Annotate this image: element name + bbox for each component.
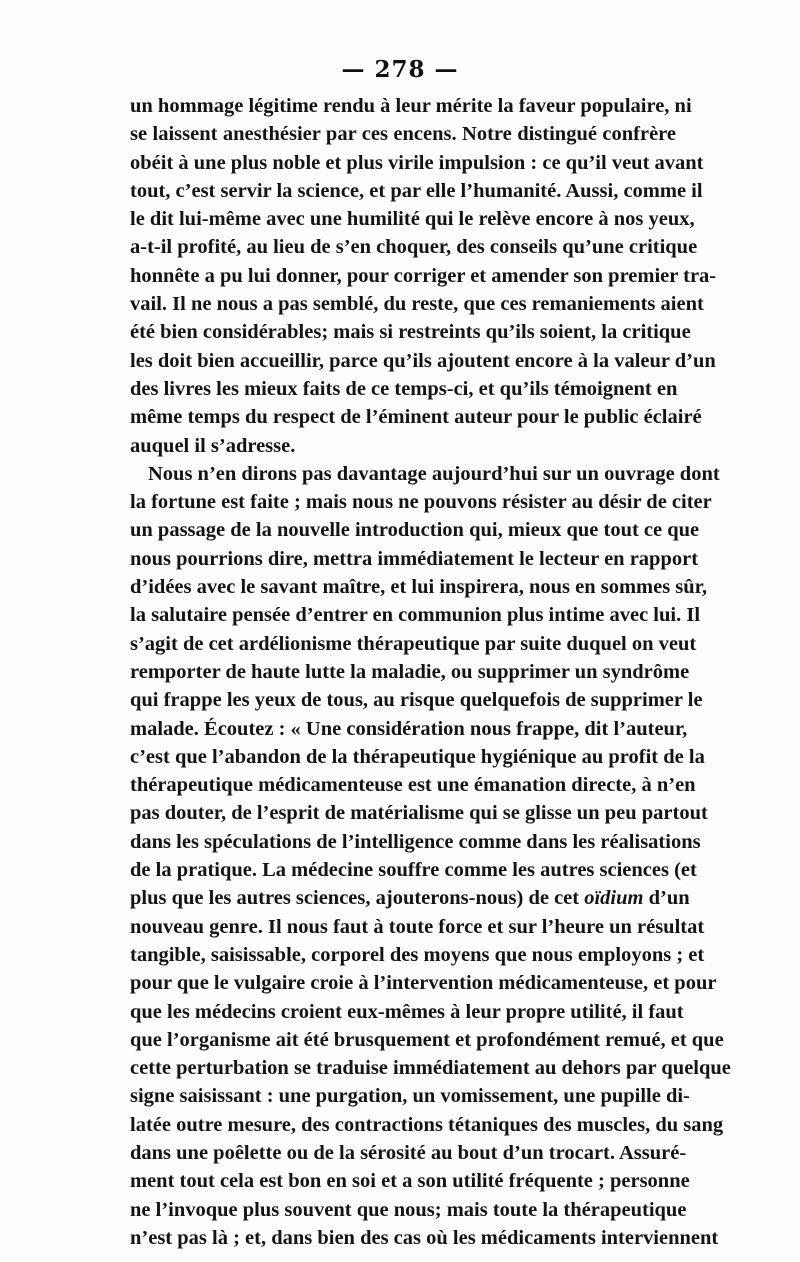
text-line: un hommage légitime rendu à leur mérite la faveur populaire, ni bbox=[130, 95, 692, 117]
text-line: cette perturbation se traduise immédiatement au dehors par quelque bbox=[130, 1057, 731, 1080]
paragraph bbox=[130, 92, 717, 460]
text-line: ment tout cela est bon en soi et a son utilité fréquente ; personne bbox=[130, 1170, 690, 1193]
text-line: Nous n’en dirons pas davantage aujourd’hui sur un ouvrage dont bbox=[148, 462, 720, 485]
text-line: ne l’invoque plus souvent que nous; mais toute la thérapeutique bbox=[130, 1198, 687, 1221]
text-line: honnête a pu lui donner, pour corriger et amender son premier tra- bbox=[130, 264, 717, 287]
text-line: la fortune est faite ; mais nous ne pouvons résister au désir de citer bbox=[130, 491, 712, 514]
text-line: dans les spéculations de l’intelligence comme dans les réalisations bbox=[130, 830, 701, 853]
text-line: vail. Il ne nous a pas semblé, du reste, que ces remaniements aient bbox=[130, 293, 704, 316]
text-line: un passage de la nouvelle introduction qui, mieux que tout ce que bbox=[130, 519, 700, 542]
text-line: latée outre mesure, des contractions tétaniques des muscles, du sang bbox=[130, 1113, 724, 1136]
text-line: d’idées avec le savant maître, et lui inspirera, nous en sommes sûr, bbox=[130, 576, 708, 599]
text-line: des livres les mieux faits de ce temps-ci, et qu’ils témoignent en bbox=[130, 377, 678, 400]
text-line: pas douter, de l’esprit de matérialisme qui se glisse un peu partout bbox=[130, 802, 708, 825]
text-line: que les médecins croient eux-mêmes à leur propre utilité, il faut bbox=[130, 1000, 684, 1023]
text-line: se laissent anesthésier par ces encens. Notre distingué confrère bbox=[130, 123, 676, 146]
text-line: n’est pas là ; et, dans bien des cas où les médicaments interviennent bbox=[130, 1226, 719, 1249]
text-line: été bien considérables; mais si restreints qu’ils soient, la critique bbox=[130, 321, 691, 344]
page-number: — 278 — bbox=[341, 56, 459, 83]
text-line: signe saisissant : une purgation, un vomissement, une pupille di- bbox=[130, 1085, 690, 1108]
text-line: plus que les autres sciences, ajouterons-nous) de cet oïdium d’un bbox=[130, 887, 690, 910]
text-line: c’est que l’abandon de la thérapeutique hygiénique au profit de la bbox=[130, 745, 705, 768]
text-line: a-t-il profité, au lieu de s’en choquer, des conseils qu’une critique bbox=[130, 236, 698, 259]
text-line: auquel il s’adresse. bbox=[130, 434, 296, 457]
body-text bbox=[130, 92, 731, 1252]
paragraph bbox=[130, 460, 731, 1252]
text-line: nouveau genre. Il nous faut à toute force et sur l’heure un résultat bbox=[130, 915, 705, 938]
text-line: thérapeutique médicamenteuse est une émanation directe, à n’en bbox=[130, 774, 696, 797]
italic-term: oïdium bbox=[584, 887, 644, 910]
text-line: remporter de haute lutte la maladie, ou supprimer un syndrôme bbox=[130, 660, 690, 683]
text-line: s’agit de cet ardélionisme thérapeutique par suite duquel on veut bbox=[130, 632, 697, 655]
text-line: pour que le vulgaire croie à l’intervention médicamenteuse, et pour bbox=[130, 972, 717, 995]
text-line: qui frappe les yeux de tous, au risque quelquefois de supprimer le bbox=[130, 689, 703, 712]
text-line: obéit à une plus noble et plus virile impulsion : ce qu’il veut avant bbox=[130, 151, 704, 174]
text-line: que l’organisme ait été brusquement et profondément remué, et que bbox=[130, 1028, 724, 1051]
text-line: tout, c’est servir la science, et par elle l’humanité. Aussi, comme il bbox=[130, 179, 703, 202]
text-line: malade. Écoutez : « Une considération nous frappe, dit l’auteur, bbox=[130, 717, 688, 740]
text-line: les doit bien accueillir, parce qu’ils ajoutent encore à la valeur d’un bbox=[130, 349, 716, 372]
text-line: même temps du respect de l’éminent auteur pour le public éclairé bbox=[130, 406, 702, 429]
text-line: de la pratique. La médecine souffre comme les autres sciences (et bbox=[130, 859, 697, 882]
text-line: la salutaire pensée d’entrer en communion plus intime avec lui. Il bbox=[130, 604, 701, 627]
text-line: tangible, saisissable, corporel des moyens que nous employons ; et bbox=[130, 943, 705, 966]
text-line: dans une poêlette ou de la sérosité au bout d’un trocart. Assuré- bbox=[130, 1141, 687, 1164]
text-line: le dit lui-même avec une humilité qui le relève encore à nos yeux, bbox=[130, 208, 695, 231]
text-line: nous pourrions dire, mettra immédiatement le lecteur en rapport bbox=[130, 547, 699, 570]
